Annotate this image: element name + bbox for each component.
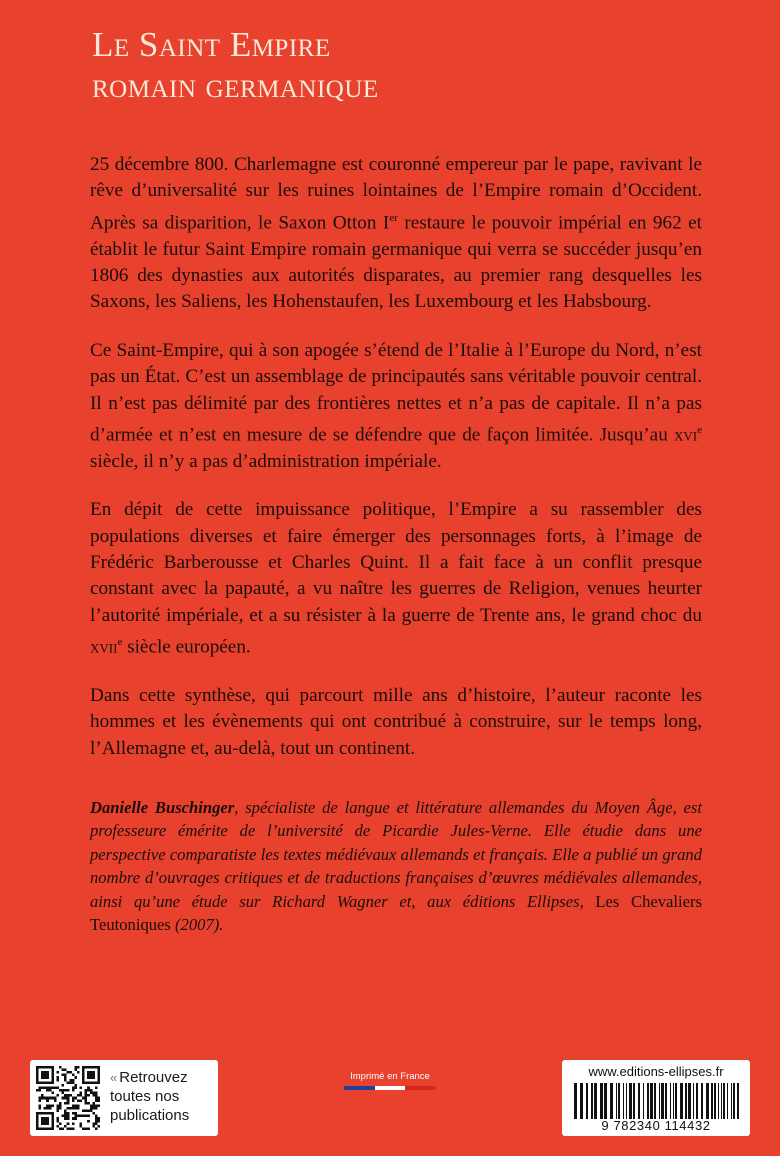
- synopsis: [90, 152, 702, 784]
- paragraph-2: Ce Saint-Empire, qui à son apogée s’étend de l’Italie à l’Europe du Nord, n’est pas un État. C’est un assemblage de principautés sans véritable pouvoir central. Il n’est pas délimité par des frontières nettes et n’a pas de capitale. Il n’a pas d’armée et n’est en mesure de se défendre que de façon limitée. Jusqu’au xvi$^e$ siècle, il n’y a pas d’administration impériale.: [90, 339, 702, 472]
- chevron-left-icon: «: [110, 1070, 118, 1085]
- barcode-icon: [568, 1083, 744, 1119]
- title-line-2: romain germanique: [92, 66, 379, 105]
- book-reference: Les Chevaliers Teutoniques: [90, 891, 702, 935]
- paragraph-4: Dans cette synthèse, qui parcourt mille ans d’histoire, l’auteur raconte les hommes et les évènements qui ont contribué à construire, sur le temps long, l’Allemagne et, au-delà, tout un continent.: [90, 685, 702, 759]
- author-bio: Danielle Buschinger, spécialiste de langue et littérature allemandes du Moyen Âge, est professeure émérite de l’université de Picardie Jules-Verne. Elle étudie dans une perspective comparatiste les textes médiévaux allemands et français. Elle a publié un grand nombre d’ouvrages critiques et de traductions françaises d’œuvres médiévales allemandes, ainsi qu’une étude sur Richard Wagner et, aux éditions Ellipses, Les Chevaliers Teutoniques (2007).: [90, 798, 702, 935]
- qr-code-icon[interactable]: [36, 1066, 100, 1130]
- book-title: [92, 24, 732, 106]
- paragraph-3: En dépit de cette impuissance politique, l’Empire a su rassembler des populations diverses et faire émerger des personnages forts, à l’image de Frédéric Barberousse et Charles Quint. Il a fait face à un conflit presque constant avec la papauté, a vu naître les guerres de Religion, venues heurter l’autorité impériale, et a su résister à la guerre de Trente ans, le grand choc du xvii$^e$ siècle européen.: [90, 499, 702, 658]
- website-link[interactable]: www.editions-ellipses.fr: [588, 1064, 724, 1079]
- flag-white: [375, 1086, 406, 1090]
- french-flag-stripe: [344, 1086, 436, 1090]
- flag-blue: [344, 1086, 375, 1090]
- title-line-1: Le Saint Empire: [92, 25, 331, 64]
- author-name: Danielle Buschinger: [90, 798, 235, 817]
- qr-caption: « Retrouvez toutes nos publications: [110, 1069, 190, 1124]
- paragraph-1: 25 décembre 800. Charlemagne est couronné empereur par le pape, ravivant le rêve d’universalité sur les ruines lointaines de l’Empire romain d’Occident. Après sa disparition, le Saxon Otton Ier restaure le pouvoir impérial en 962 et établit le futur Saint Empire romain germanique qui verra se succéder jusqu’en 1806 des dynasties aux autorités disparates, au premier rang desquelles les Saxons, les Saliens, les Hohenstaufen, les Luxembourg et les Habsbourg.: [90, 154, 702, 313]
- qr-publications-box[interactable]: [30, 1060, 218, 1136]
- isbn-number: 9 782340 114432: [601, 1118, 711, 1133]
- flag-red: [405, 1086, 436, 1090]
- printed-in-france-label: Imprimé en France: [350, 1071, 430, 1082]
- isbn-box: [562, 1060, 750, 1136]
